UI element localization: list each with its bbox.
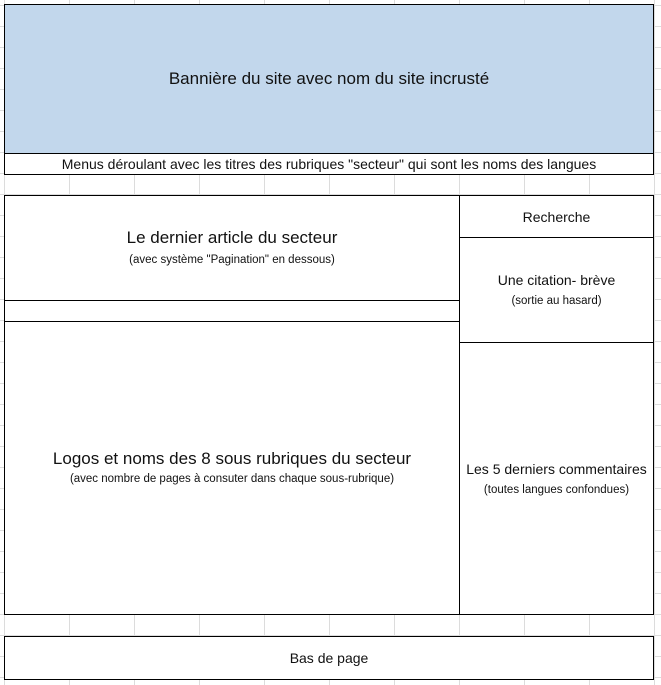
menu-label: Menus déroulant avec les titres des rubriques "secteur" qui sont les noms des langues [61, 156, 597, 172]
banner-block [4, 4, 654, 154]
latest-article-title: Le dernier article du secteur [126, 228, 338, 247]
latest-article-block [4, 195, 460, 301]
banner-label: Bannière du site avec nom du site incrusté [168, 69, 490, 88]
subsections-title: Logos et noms des 8 sous rubriques du secteur [52, 449, 412, 468]
comments-title: Les 5 derniers commentaires [466, 460, 647, 477]
quote-subtitle: (sortie au hasard) [511, 295, 602, 307]
footer-block [4, 636, 654, 680]
quote-block [459, 237, 654, 343]
comments-block [459, 342, 654, 615]
subsections-subtitle: (avec nombre de pages à consuter dans chaque sous-rubrique) [69, 473, 395, 485]
subsections-block [4, 321, 460, 615]
quote-title: Une citation- brève [497, 272, 616, 288]
pagination-row [4, 300, 460, 322]
comments-subtitle: (toutes langues confondues) [483, 483, 630, 496]
latest-article-subtitle: (avec système "Pagination" en dessous) [129, 254, 335, 266]
footer-label: Bas de page [289, 650, 369, 666]
search-block [459, 195, 654, 238]
search-label: Recherche [522, 208, 591, 225]
menu-block [4, 153, 654, 175]
